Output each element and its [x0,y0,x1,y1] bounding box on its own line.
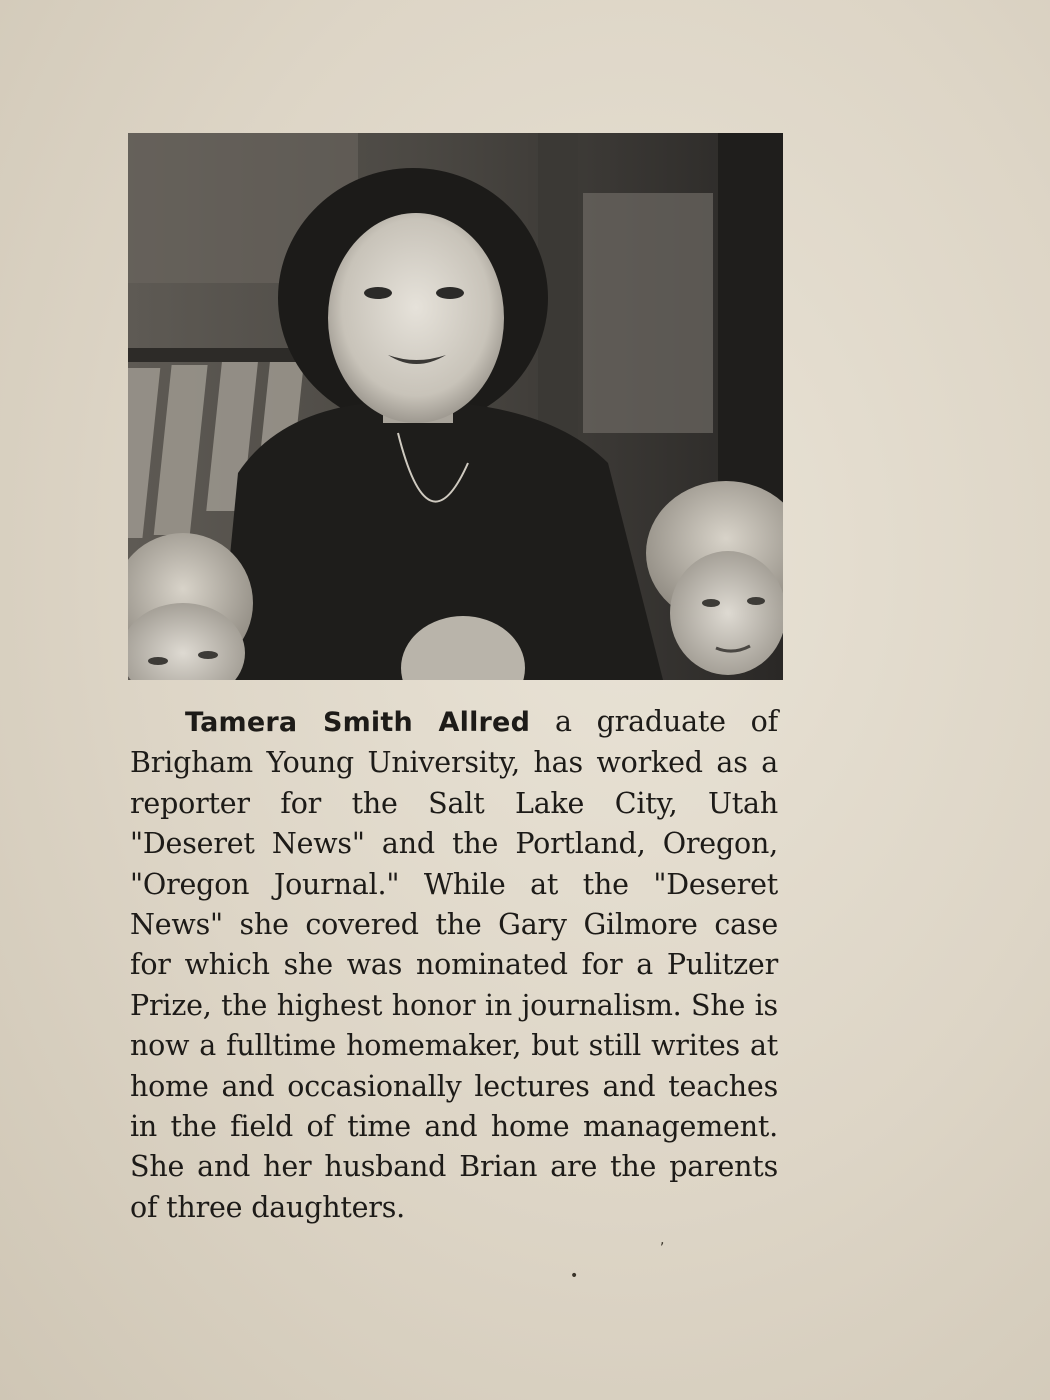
paper-speck: • [570,1268,579,1284]
author-name: Tamera Smith Allred [185,707,531,738]
author-bio [130,702,778,1228]
author-bio-text: a graduate of Brigham Young University, has worked as a reporter for the Salt Lake City, Utah "Deseret News" and the Portland, Oregon, "Oregon Journal." While at the "Deseret News" she covered the Gary Gilmore case for which she was nominated for a Pulitzer Prize, the highest honor in journalism. She is now a fulltime homemaker, but still writes at home and occasionally lectures and teaches in the field of time and home management. She and her husband Brian are the parents of three daughters. [130,705,778,1224]
author-photo [128,133,783,680]
paper-speck: , [660,1232,665,1248]
